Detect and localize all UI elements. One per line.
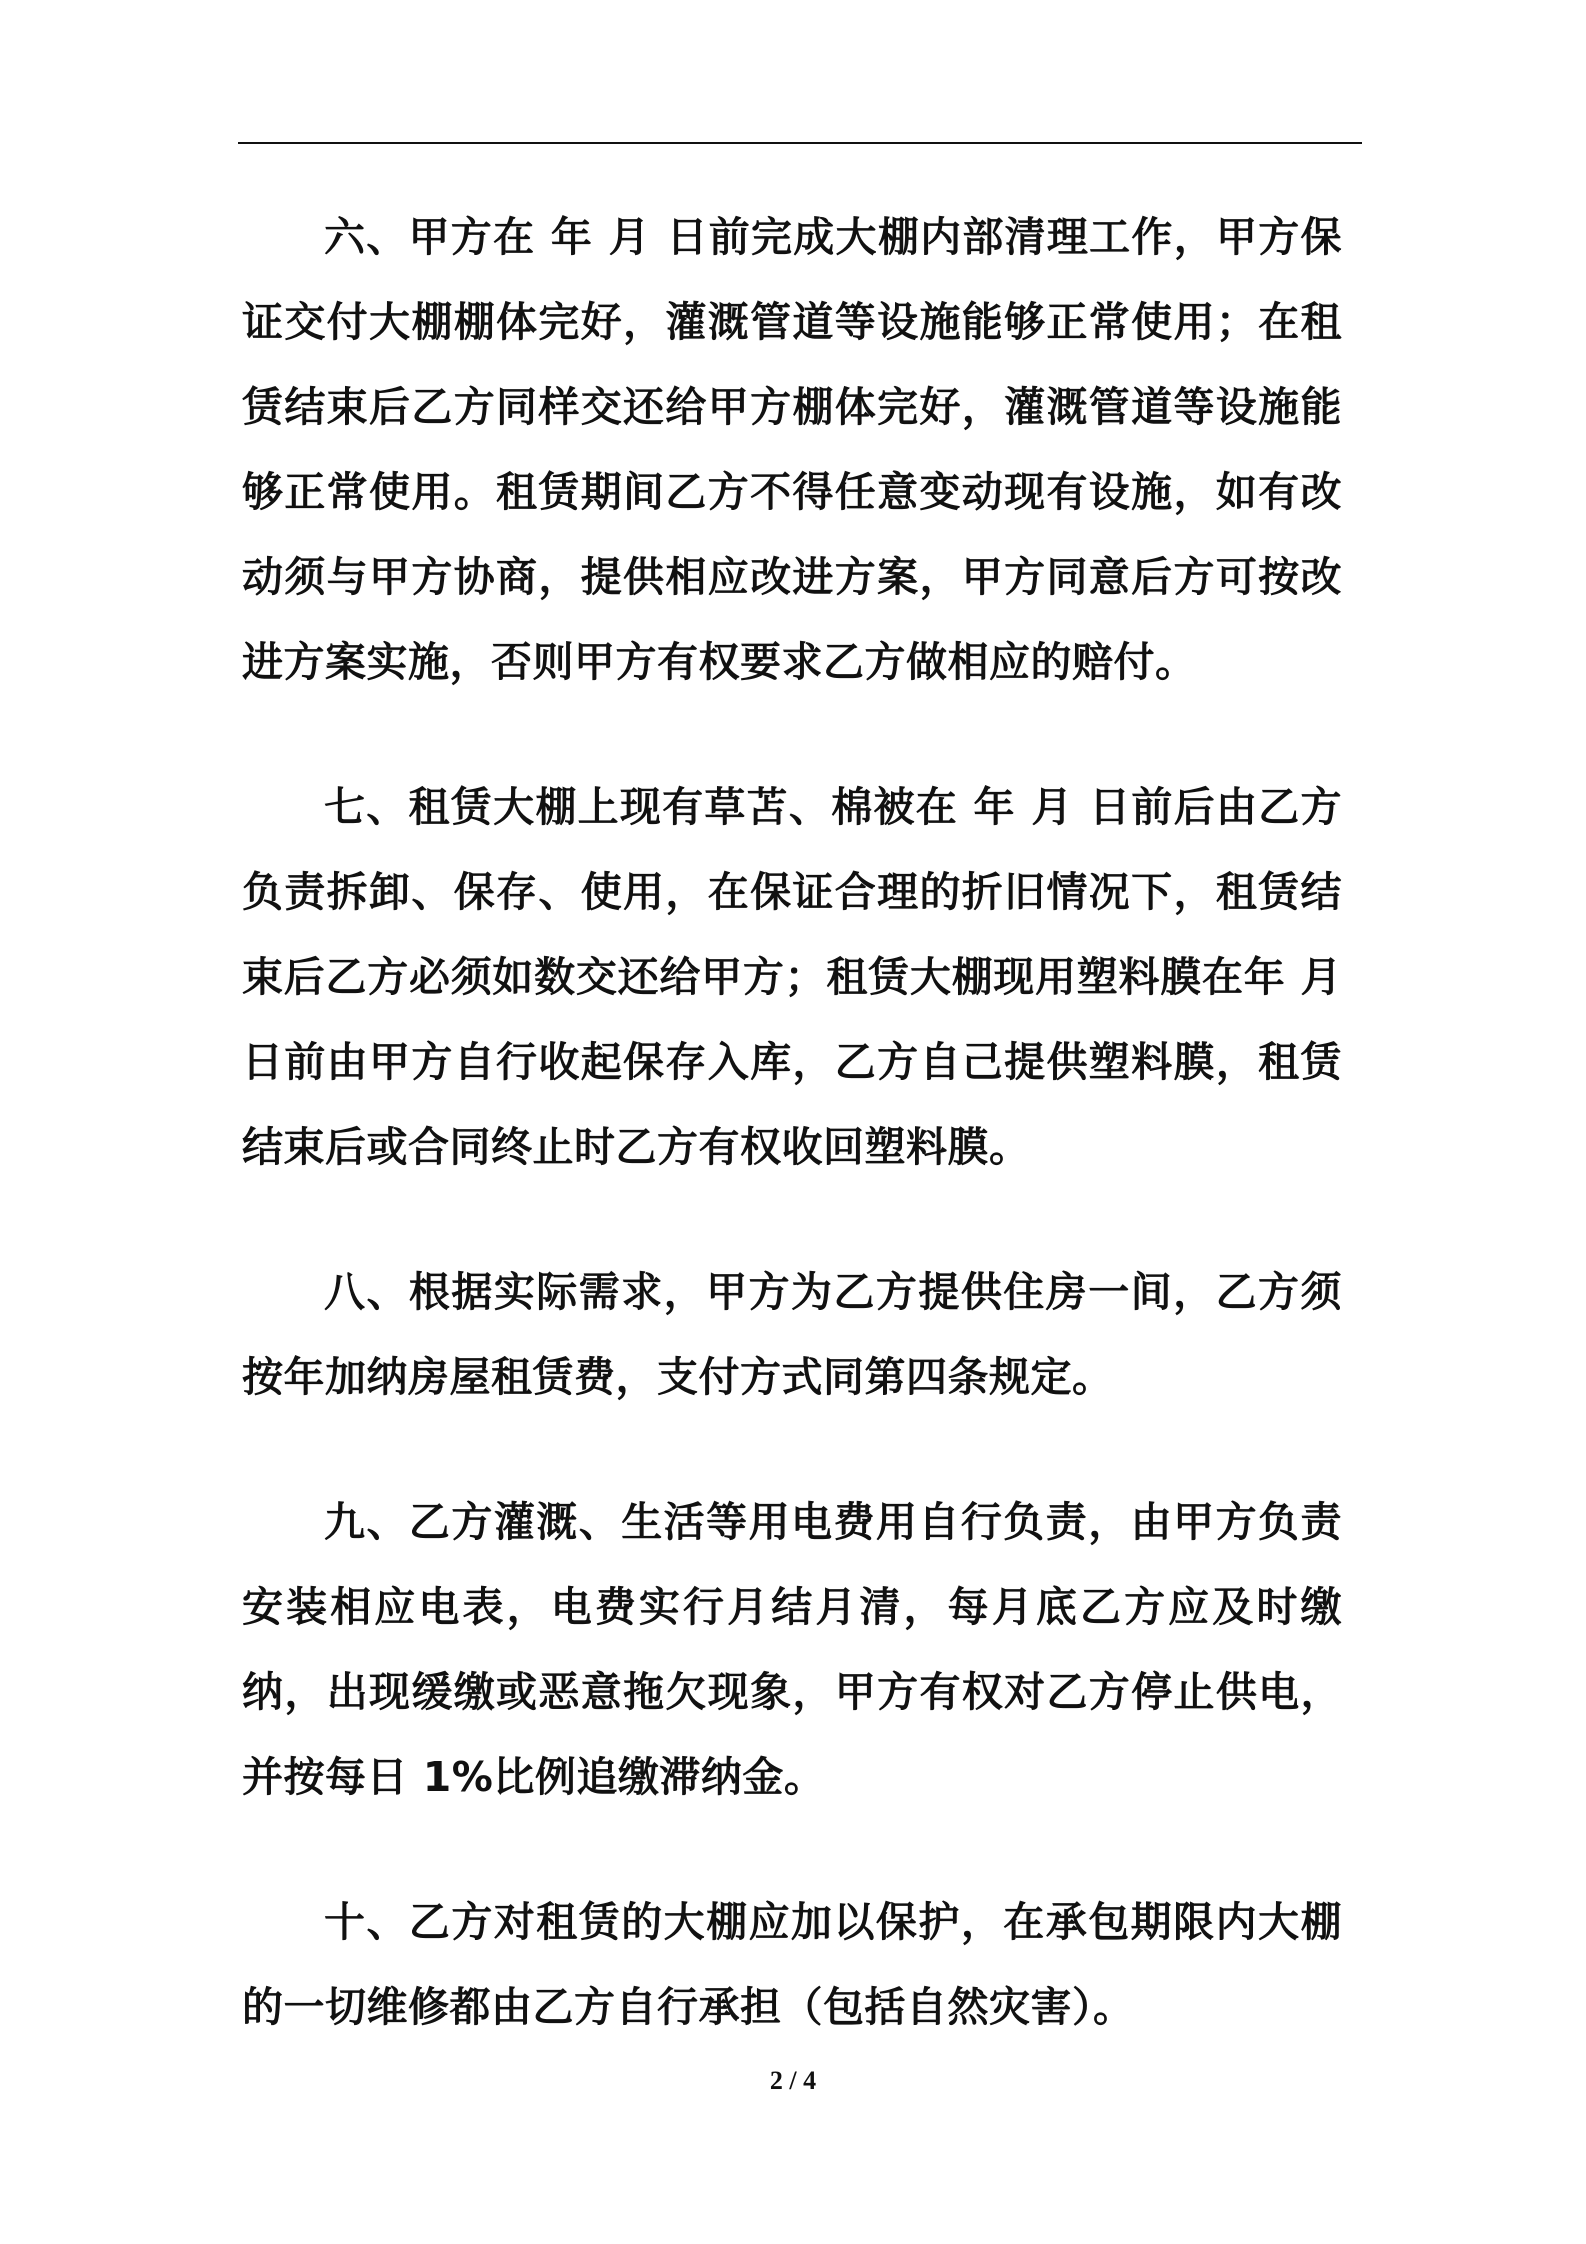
clause-6-paragraph: 六、甲方在 年 月 日前完成大棚内部清理工作，甲方保证交付大棚棚体完好，灌溉管道等设施能够正常使用；在租赁结束后乙方同样交还给甲方棚体完好，灌溉管道等设施能够正常使用。租赁期间乙方不得任意变动现有设施，如有改动须与甲方协商，提供相应改进方案，甲方同意后方可按改进方案实施，否则甲方有权要求乙方做相应的赔付。 bbox=[242, 213, 1342, 686]
document-body bbox=[242, 195, 1342, 2110]
header-rule bbox=[238, 142, 1362, 144]
page-number: 2 / 4 bbox=[769, 2066, 817, 2095]
clause-8-paragraph: 八、根据实际需求，甲方为乙方提供住房一间，乙方须按年加纳房屋租赁费，支付方式同第四条规定。 bbox=[242, 1268, 1342, 1401]
clause-9-paragraph: 九、乙方灌溉、生活等用电费用自行负责，由甲方负责安装相应电表，电费实行月结月清，每月底乙方应及时缴纳，出现缓缴或恶意拖欠现象，甲方有权对乙方停止供电，并按每日 1%比例追缴滞纳金。 bbox=[242, 1498, 1342, 1801]
clause-7-paragraph: 七、租赁大棚上现有草苫、棉被在 年 月 日前后由乙方负责拆卸、保存、使用，在保证合理的折旧情况下，租赁结束后乙方必须如数交还给甲方；租赁大棚现用塑料膜在年 月 日前由甲方自行收起保存入库，乙方自己提供塑料膜，租赁结束后或合同终止时乙方有权收回塑料膜。 bbox=[242, 783, 1342, 1171]
clause-10-paragraph: 十、乙方对租赁的大棚应加以保护，在承包期限内大棚的一切维修都由乙方自行承担（包括自然灾害）。 bbox=[242, 1898, 1342, 2031]
